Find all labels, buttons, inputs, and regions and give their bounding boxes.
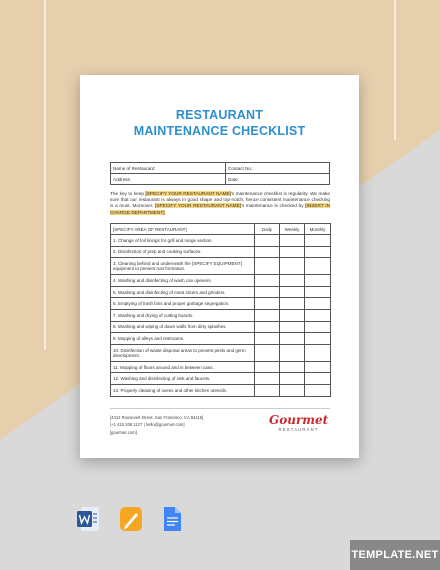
daily-check-cell[interactable] — [255, 258, 280, 275]
placeholder-highlight: [SPECIFY YOUR RESTAURANT NAME] — [155, 203, 241, 209]
monthly-check-cell[interactable] — [305, 298, 331, 310]
app-icons-row — [76, 506, 186, 541]
task-label: 12. Washing and disinfecting of sink and faucets. — [111, 373, 255, 385]
checklist-row — [111, 384, 331, 396]
monthly-check-cell[interactable] — [305, 361, 331, 373]
checklist-row — [111, 275, 331, 287]
intro-text: The key to keep — [110, 191, 146, 196]
template-net-watermark: TEMPLATE.NET — [350, 540, 440, 570]
document-title-line2: MAINTENANCE CHECKLIST — [133, 124, 306, 138]
weekly-check-cell[interactable] — [280, 286, 305, 298]
monthly-check-cell[interactable] — [305, 384, 331, 396]
daily-check-cell[interactable] — [255, 309, 280, 321]
monthly-check-cell[interactable] — [305, 246, 331, 258]
daily-check-cell[interactable] — [255, 344, 280, 361]
checklist-row — [111, 235, 331, 247]
monthly-check-cell[interactable] — [305, 275, 331, 287]
info-table — [110, 162, 330, 185]
task-label: 3. Cleaning behind and underneath the [SPECIFY EQUIPMENT] equipment to prevent rust formation. — [111, 258, 255, 275]
monthly-check-cell[interactable] — [305, 333, 331, 345]
footer-address: [4412 Roosevelt Street, San Francisco, CA 94116] — [110, 415, 204, 420]
weekly-check-cell[interactable] — [280, 258, 305, 275]
monthly-check-cell[interactable] — [305, 235, 331, 247]
placeholder-highlight: [SPECIFY YOUR RESTAURANT NAME] — [145, 191, 231, 196]
weekly-check-cell[interactable] — [280, 361, 305, 373]
checklist-row — [111, 298, 331, 310]
logo-wordmark: Gourmet — [269, 413, 329, 427]
task-label: 11. Mopping of floors around and in between cans. — [111, 361, 255, 373]
monthly-check-cell[interactable] — [305, 309, 331, 321]
monthly-check-cell[interactable] — [305, 373, 331, 385]
document-title-line1: RESTAURANT — [175, 108, 264, 122]
footer-divider — [110, 408, 330, 409]
weekly-check-cell[interactable] — [280, 344, 305, 361]
restaurant-name-field: Name of Restaurant: — [111, 163, 226, 174]
monthly-check-cell[interactable] — [305, 321, 331, 333]
footer-contact: [+1 415 209 1127 | hello@gourmet.com] — [110, 422, 185, 428]
daily-check-cell[interactable] — [255, 361, 280, 373]
daily-check-cell[interactable] — [255, 298, 280, 310]
weekly-check-cell[interactable] — [280, 373, 305, 385]
monthly-header: Monthly — [305, 224, 331, 235]
daily-check-cell[interactable] — [255, 275, 280, 287]
weekly-check-cell[interactable] — [280, 235, 305, 247]
date-field: Date: — [226, 174, 330, 185]
checklist-row — [111, 344, 331, 361]
task-label: 4. Washing and disinfecting of wash can openers. — [111, 275, 255, 287]
checklist-row — [111, 309, 331, 321]
task-label: 13. Properly cleaning of ovens and other kitchen utensils. — [111, 384, 255, 396]
area-header: [SPECIFY AREA OF RESTAURANT] — [111, 224, 255, 235]
document-page — [80, 75, 359, 458]
daily-check-cell[interactable] — [255, 373, 280, 385]
checklist-row — [111, 286, 331, 298]
intro-paragraph — [110, 191, 330, 216]
checklist-table — [110, 223, 331, 397]
pages-icon[interactable] — [120, 507, 142, 531]
footer-website: [gourmet.com] — [110, 429, 137, 435]
checklist-row — [111, 361, 331, 373]
task-label: 8. Washing and wiping of down walls from dirty splashes. — [111, 321, 255, 333]
checklist-row — [111, 373, 331, 385]
daily-check-cell[interactable] — [255, 246, 280, 258]
task-label: 7. Washing and drying of cutting boards. — [111, 309, 255, 321]
gourmet-logo — [269, 414, 328, 432]
monthly-check-cell[interactable] — [305, 286, 331, 298]
checklist-row — [111, 246, 331, 258]
contact-no-field: Contact No.: — [226, 163, 330, 174]
intro-text: 's maintenance checklist is regularity. We make sure that our restaurant is always in good shape and top-notch, hence consistent maintenance checking is a must. Moreover, — [110, 191, 331, 209]
monthly-check-cell[interactable] — [305, 344, 331, 361]
weekly-check-cell[interactable] — [280, 298, 305, 310]
address-field: Address: — [111, 174, 226, 185]
placeholder-highlight: [INSERT IN CHARGE DEPARTMENT] — [110, 203, 330, 215]
word-icon[interactable] — [77, 507, 99, 531]
google-docs-icon[interactable] — [164, 507, 181, 531]
logo-tagline: RESTAURANT — [278, 427, 319, 432]
weekly-check-cell[interactable] — [280, 309, 305, 321]
daily-check-cell[interactable] — [255, 286, 280, 298]
monthly-check-cell[interactable] — [305, 258, 331, 275]
task-label: 9. Mopping of alleys and restrooms. — [111, 333, 255, 345]
weekly-check-cell[interactable] — [280, 275, 305, 287]
weekly-check-cell[interactable] — [280, 384, 305, 396]
intro-text: 's maintenance is checked by — [241, 203, 306, 209]
weekly-check-cell[interactable] — [280, 321, 305, 333]
task-label: 6. Emptying of trash bins and proper garbage segregation. — [111, 298, 255, 310]
task-label: 1. Change of foil linings for grill and range section. — [111, 235, 255, 247]
intro-text: . — [164, 209, 166, 215]
checklist-row — [111, 258, 331, 275]
daily-check-cell[interactable] — [255, 333, 280, 345]
weekly-header: Weekly — [280, 224, 305, 235]
checklist-row — [111, 333, 331, 345]
weekly-check-cell[interactable] — [280, 246, 305, 258]
daily-header: Daily — [255, 224, 280, 235]
task-label: 5. Washing and disinfecting of meat slicers and grinders. — [111, 286, 255, 298]
footer-address-block — [110, 414, 203, 436]
daily-check-cell[interactable] — [255, 235, 280, 247]
daily-check-cell[interactable] — [255, 384, 280, 396]
checklist-row — [111, 321, 331, 333]
task-label: 2. Disinfection of prep and cooking surfaces. — [111, 246, 255, 258]
task-label: 10. Disinfection of waste disposal areas to prevent pests and germ development. — [111, 344, 255, 361]
daily-check-cell[interactable] — [255, 321, 280, 333]
weekly-check-cell[interactable] — [280, 333, 305, 345]
